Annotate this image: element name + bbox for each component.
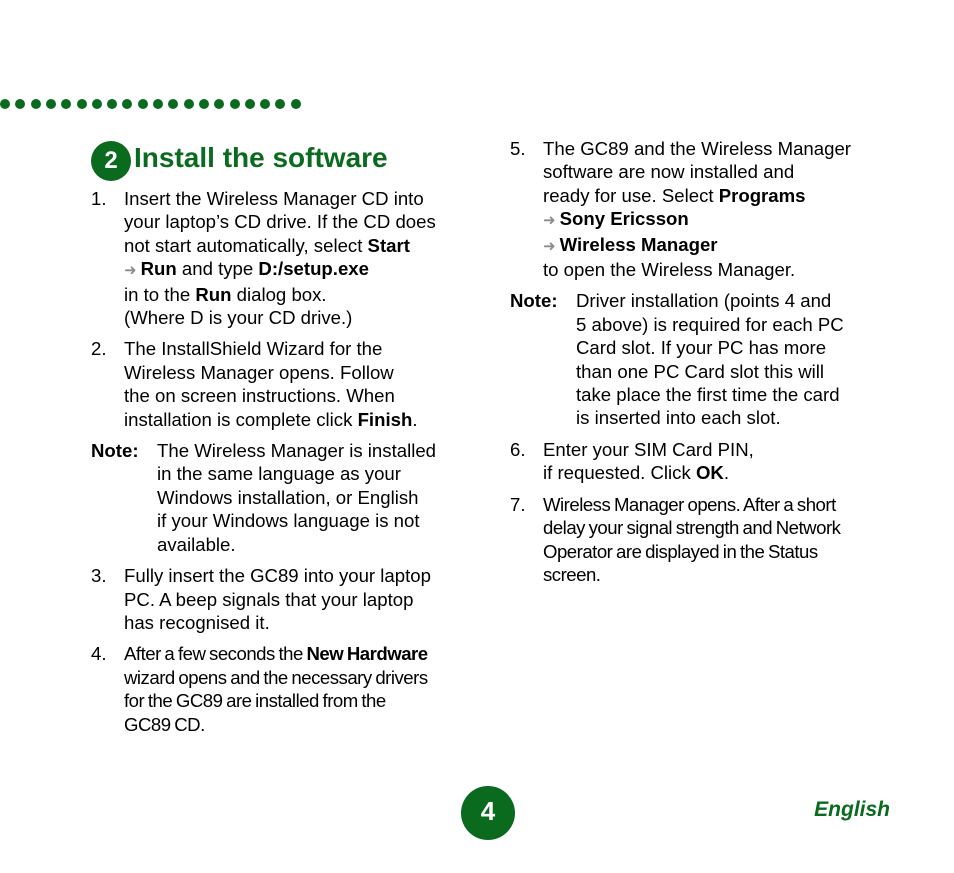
note-text-line: The Wireless Manager is installed: [157, 440, 437, 462]
step-text-line: [124, 257, 471, 282]
note-text-line: in the same language as your: [157, 463, 401, 485]
text-fragment: if requested. Click: [543, 462, 696, 484]
step-number: 2.: [91, 338, 107, 360]
section-title: Install the software: [134, 142, 388, 173]
step-number: 5.: [510, 138, 526, 159]
divider-dot: [230, 99, 240, 109]
divider-dot: [122, 99, 132, 109]
step-text-line: the on screen instructions. When: [124, 385, 395, 407]
step-text-line: [124, 234, 471, 257]
divider-dot: [31, 99, 41, 109]
step-text-line: (Where D is your CD drive.): [124, 307, 353, 329]
divider-dot: [260, 99, 270, 109]
text-fragment: installation is complete click: [124, 408, 358, 430]
step-text-line: GC89 CD.: [124, 713, 205, 735]
divider-dot: [61, 99, 71, 109]
setup-command: D:/setup.exe: [258, 258, 369, 280]
divider-dot: [199, 99, 209, 109]
right-arrow-icon: ➜: [124, 262, 137, 280]
note-label: Note:: [510, 290, 558, 312]
divider-dot: [138, 99, 148, 109]
step-text-line: your laptop’s CD drive. If the CD does: [124, 211, 436, 233]
divider-dot: [168, 99, 178, 109]
new-hardware-label: New Hardware: [306, 643, 428, 665]
text-fragment: not start automatically, select: [124, 234, 368, 256]
divider-dot: [46, 99, 56, 109]
menu-wireless-manager-label: Wireless Manager: [559, 233, 718, 255]
divider-dot: [291, 99, 301, 109]
left-column: [91, 187, 471, 744]
step-text-line: screen.: [543, 563, 601, 585]
divider-dot: [77, 99, 87, 109]
page-number-badge: 4: [461, 786, 515, 840]
step-text-line: [543, 184, 890, 207]
note-text-line: is inserted into each slot.: [576, 407, 781, 429]
note-text-line: 5 above) is required for each PC: [576, 313, 844, 335]
step-text-line: [124, 642, 471, 665]
divider-dot: [15, 99, 25, 109]
step-6: [510, 438, 890, 485]
note-1: [91, 439, 471, 556]
right-arrow-icon: ➜: [543, 237, 556, 255]
step-number: 3.: [91, 565, 107, 587]
step-text-line: has recognised it.: [124, 611, 270, 633]
step-text-line: Wireless Manager opens. After a short: [543, 493, 836, 515]
step-number: 4.: [91, 643, 107, 665]
text-fragment: dialog box.: [231, 283, 327, 305]
step-2: [91, 337, 471, 431]
note-text-line: if your Windows language is not: [157, 510, 420, 532]
step-4: [91, 642, 471, 736]
text-fragment: .: [412, 408, 418, 430]
step-text-line: Enter your SIM Card PIN,: [543, 438, 754, 460]
step-number: 7.: [510, 493, 526, 515]
divider-dot: [107, 99, 117, 109]
step-text-line: [543, 461, 890, 484]
language-label: English: [814, 798, 890, 821]
right-column: [510, 137, 890, 594]
step-3: [91, 564, 471, 634]
divider-dot: [0, 99, 10, 109]
step-text-line: Wireless Manager opens. Follow: [124, 361, 394, 383]
note-text-line: available.: [157, 533, 236, 555]
step-text-line: [124, 408, 471, 431]
step-text-line: [543, 207, 890, 232]
divider-dot: [153, 99, 163, 109]
step-text-line: Operator are displayed in the Status: [543, 540, 818, 562]
step-5: [510, 137, 890, 281]
run-dialog-label: Run: [195, 283, 232, 305]
step-text-line: The GC89 and the Wireless Manager: [543, 138, 851, 159]
step-text-line: to open the Wireless Manager.: [543, 259, 796, 281]
divider-dot: [245, 99, 255, 109]
step-1: [91, 187, 471, 329]
text-fragment: .: [723, 462, 730, 484]
finish-label: Finish: [357, 408, 413, 430]
step-text-line: delay your signal strength and Network: [543, 517, 841, 539]
text-fragment: ready for use. Select: [543, 184, 719, 206]
right-arrow-icon: ➜: [543, 212, 556, 230]
note-text-line: Driver installation (points 4 and: [576, 290, 832, 312]
step-number: 6.: [510, 438, 526, 460]
step-text-line: The InstallShield Wizard for the: [124, 338, 383, 360]
step-text-line: wizard opens and the necessary drivers: [124, 666, 428, 688]
text-fragment: and type: [176, 258, 259, 280]
text-fragment: in to the: [124, 283, 196, 305]
note-text-line: Windows installation, or English: [157, 486, 419, 508]
divider-dot: [92, 99, 102, 109]
step-text-line: PC. A beep signals that your laptop: [124, 588, 414, 610]
note-2: [510, 289, 890, 429]
step-number: 1.: [91, 188, 107, 209]
menu-sony-ericsson-label: Sony Ericsson: [559, 208, 689, 230]
divider-dot: [214, 99, 224, 109]
step-7: [510, 493, 890, 587]
dotted-divider: [0, 99, 320, 111]
note-text-line: take place the first time the card: [576, 384, 840, 406]
step-text-line: [543, 233, 890, 258]
section-number-badge: 2: [91, 141, 131, 181]
divider-dot: [184, 99, 194, 109]
menu-programs-label: Programs: [718, 184, 806, 206]
step-text-line: Fully insert the GC89 into your laptop: [124, 565, 431, 587]
note-text-line: than one PC Card slot this will: [576, 360, 825, 382]
menu-start-label: Start: [367, 234, 410, 256]
note-label: Note:: [91, 440, 139, 462]
note-text-line: Card slot. If your PC has more: [576, 337, 827, 359]
ok-label: OK: [695, 462, 724, 484]
step-text-line: Insert the Wireless Manager CD into: [124, 188, 424, 209]
step-text-line: software are now installed and: [543, 161, 795, 183]
step-text-line: for the GC89 are installed from the: [124, 690, 386, 712]
divider-dot: [275, 99, 285, 109]
step-text-line: [124, 283, 471, 306]
menu-run-label: Run: [140, 258, 177, 280]
text-fragment: After a few seconds the: [124, 643, 307, 665]
